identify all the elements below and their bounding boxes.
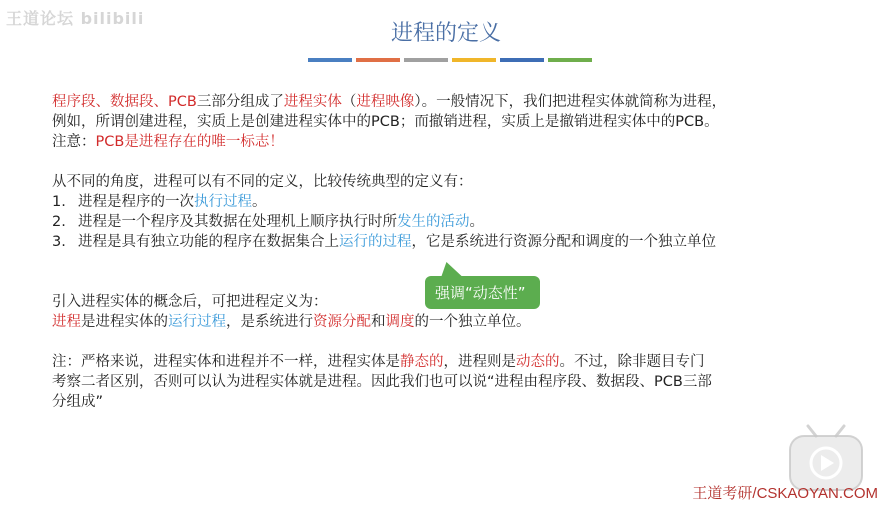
text-red: 进程	[52, 314, 81, 330]
text: 三部分组成了	[196, 94, 284, 110]
color-bar	[548, 58, 592, 62]
text-red: 进程映像	[356, 94, 415, 110]
item-number: 2.	[52, 214, 66, 230]
text: ，进程则是	[443, 354, 516, 370]
text: ）。一般情况下，我们把进程实体就简称为进程，	[414, 94, 727, 110]
text: 进程是具有独立功能的程序在数据集合上	[78, 234, 339, 250]
title-color-bars	[308, 58, 592, 62]
text: 和	[371, 314, 386, 330]
text-red: 程序段、数据段、PCB	[52, 94, 197, 110]
text-blue: 运行的过程	[339, 234, 412, 250]
text: 。	[252, 194, 267, 210]
bilibili-watermark: 王道论坛 bilibili	[6, 9, 145, 28]
color-bar	[404, 58, 448, 62]
definition-line	[52, 312, 862, 332]
text-blue: 发生的活动	[397, 214, 470, 230]
text: 是进程实体的	[81, 314, 168, 330]
note-line	[52, 132, 862, 152]
note-red: PCB是进程存在的唯一标志！	[95, 134, 284, 150]
note-prefix: 注意：	[52, 134, 96, 150]
paragraph-process-entity	[52, 92, 862, 112]
paragraph-line: 例如，所谓创建进程，实质上是创建进程实体中的PCB；而撤销进程，实质上是撤销进程实体中的PCB。	[52, 114, 719, 130]
text-red: 资源分配	[313, 314, 371, 330]
item-number: 1.	[52, 194, 66, 210]
definition-intro: 引入进程实体的概念后，可把进程定义为：	[52, 294, 328, 310]
text: （	[341, 94, 357, 110]
text: ，是系统进行	[226, 314, 313, 330]
list-item	[52, 192, 862, 212]
text: 。	[469, 214, 484, 230]
note-paragraph	[52, 352, 862, 372]
text: 进程是程序的一次	[78, 194, 194, 210]
text-red: 进程实体	[283, 94, 342, 110]
text: 。不过，除非题目专门	[559, 354, 705, 370]
list-item	[52, 212, 862, 232]
callout-dynamic: 强调“动态性”	[425, 276, 540, 309]
color-bar	[500, 58, 544, 62]
text: 的一个独立单位。	[414, 314, 531, 330]
color-bar	[356, 58, 400, 62]
definitions-intro: 从不同的角度，进程可以有不同的定义，比较传统典型的定义有：	[52, 174, 473, 190]
note-line-2: 考察二者区别，否则可以认为进程实体就是进程。因此我们也可以说“进程由程序段、数据段、PCB三部	[52, 374, 712, 390]
item-number: 3.	[52, 234, 66, 250]
footer-brand: 王道考研/CSKAOYAN.COM	[692, 485, 878, 502]
text: 进程是一个程序及其数据在处理机上顺序执行时所	[78, 214, 397, 230]
text-red: 调度	[385, 314, 415, 330]
slide-title: 进程的定义	[390, 21, 501, 46]
text: ，它是系统进行资源分配和调度的一个独立单位	[411, 234, 716, 250]
text-blue: 执行过程	[194, 194, 252, 210]
note-line-3: 分组成”	[52, 394, 104, 410]
text-red: 静态的	[400, 354, 444, 370]
color-bar	[452, 58, 496, 62]
text-red: 动态的	[516, 354, 560, 370]
slide-content	[52, 92, 862, 412]
text-blue: 运行过程	[168, 314, 226, 330]
definitions-list	[52, 192, 862, 252]
list-item	[52, 232, 862, 252]
text: 注：严格来说，进程实体和进程并不一样，进程实体是	[52, 354, 400, 370]
color-bar	[308, 58, 352, 62]
